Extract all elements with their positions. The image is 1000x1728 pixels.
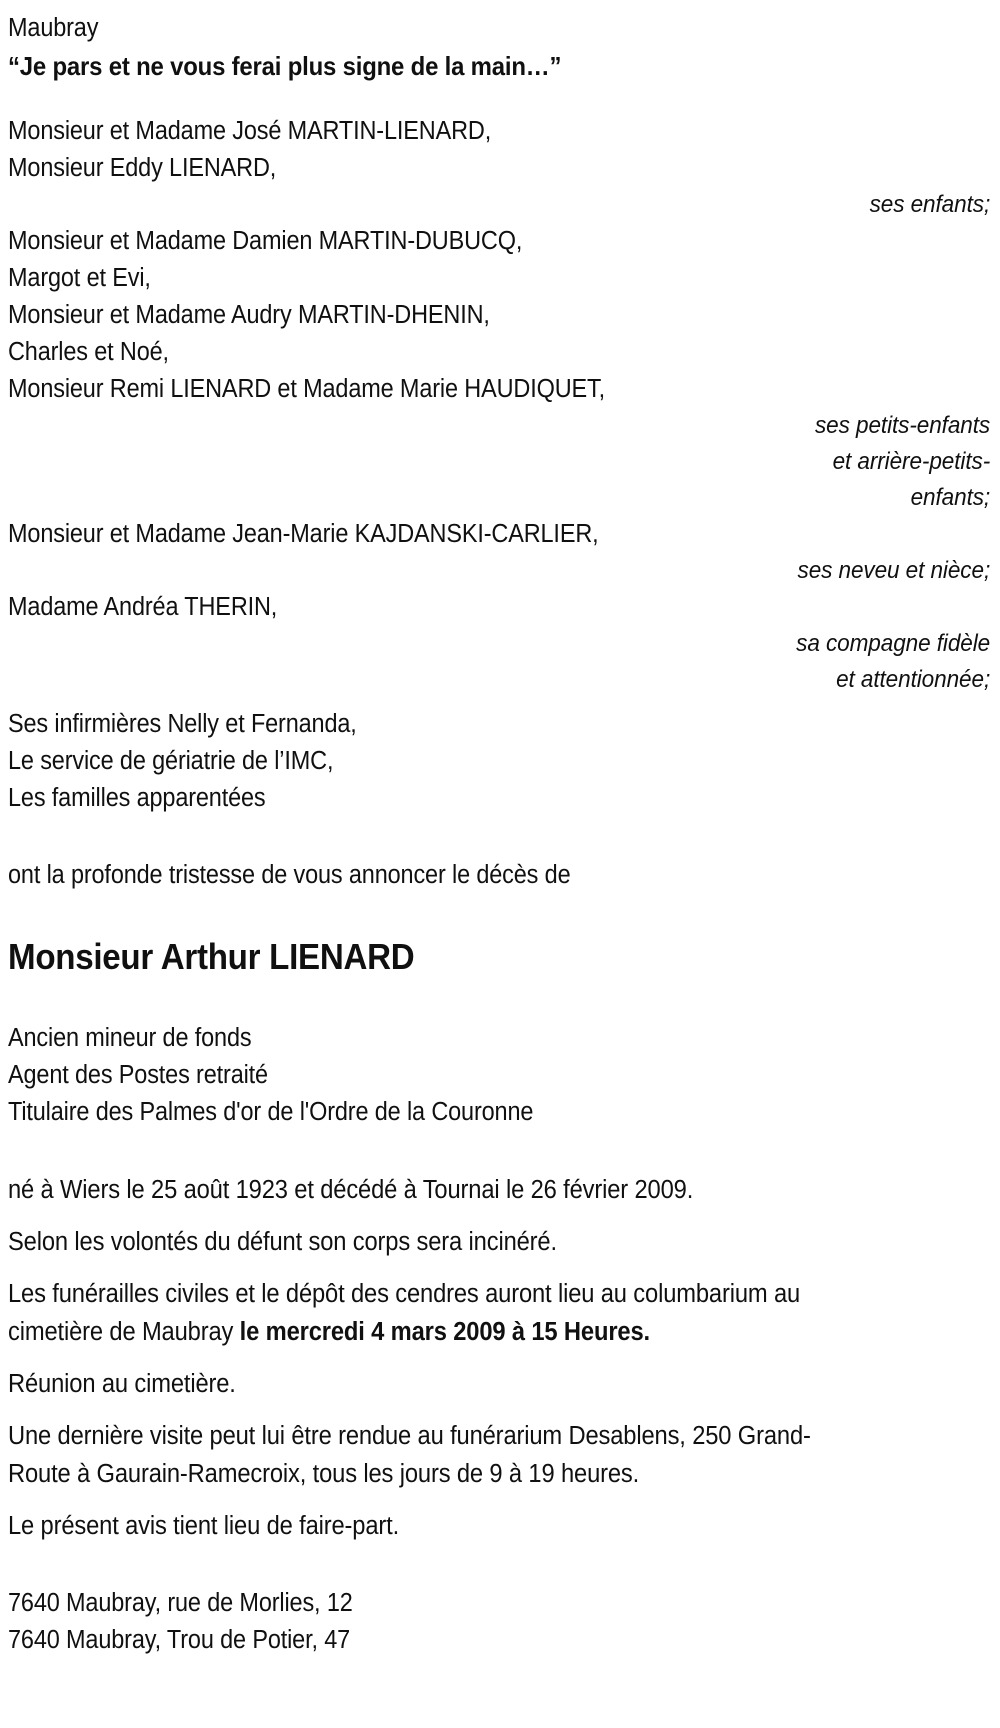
family-name-line: Madame Andréa THERIN,: [8, 593, 278, 621]
spacer: [8, 1351, 992, 1365]
family-name-line: Monsieur et Madame Audry MARTIN-DHENIN,: [8, 301, 490, 329]
other-mourner-line: Les familles apparentées: [8, 784, 266, 812]
title-line: Ancien mineur de fonds: [8, 1024, 252, 1052]
nephew-niece-block: [8, 516, 992, 589]
spacer: [8, 980, 992, 1020]
family-name-line: Monsieur et Madame Damien MARTIN-DUBUCQ,: [8, 227, 523, 255]
addresses-block: [8, 1585, 992, 1659]
address-line: 7640 Maubray, rue de Morlies, 12: [8, 1589, 353, 1617]
companion-block: [8, 589, 992, 698]
family-name-line: Monsieur et Madame José MARTIN-LIENARD,: [8, 117, 492, 145]
cremation-note: Selon les volontés du défunt son corps sera incinéré.: [8, 1228, 557, 1256]
spacer: [8, 1493, 992, 1507]
funeral-text-before: Les funérailles civiles et le dépôt des cendres auront lieu au columbarium au cimetière de Maubray: [8, 1280, 801, 1346]
spacer: [8, 1545, 992, 1585]
meeting-note: Réunion au cimetière.: [8, 1370, 236, 1398]
relation-note-children: ses enfants;: [869, 191, 991, 218]
relation-note-companion-line-1: sa compagne fidèle: [796, 630, 991, 657]
family-name-line: Monsieur Eddy LIENARD,: [8, 154, 277, 182]
relation-note-grandchildren-line-2: et arrière-petits-: [832, 448, 991, 475]
grandchildren-block: [8, 223, 992, 516]
spacer: [8, 85, 992, 113]
family-name-line: Monsieur et Madame Jean-Marie KAJDANSKI-CARLIER,: [8, 520, 599, 548]
relation-note-grandchildren-line-1: ses petits-enfants: [814, 412, 991, 439]
family-name-line: Charles et Noé,: [8, 338, 169, 366]
children-block: [8, 113, 992, 223]
relation-note-companion-line-2: et attentionnée;: [836, 666, 991, 693]
spacer: [8, 1403, 992, 1417]
relation-note-grandchildren-line-3: enfants;: [910, 484, 991, 511]
spacer: [8, 1261, 992, 1275]
family-name-line: Monsieur Remi LIENARD et Madame Marie HAUDIQUET,: [8, 375, 605, 403]
spacer: [8, 894, 992, 934]
birth-death-line: né à Wiers le 25 août 1923 et décédé à Tournai le 26 février 2009.: [8, 1176, 694, 1204]
deceased-name: Monsieur Arthur LIENARD: [8, 936, 415, 977]
family-name-line: Margot et Evi,: [8, 264, 151, 292]
locality-header: Maubray: [8, 14, 99, 42]
titles-block: [8, 1020, 992, 1131]
spacer: [8, 698, 992, 706]
relation-note-nephew-niece: ses neveu et nièce;: [797, 557, 991, 584]
announcement-lead: ont la profonde tristesse de vous annoncer le décès de: [8, 861, 571, 889]
spacer: [8, 817, 992, 857]
address-line: 7640 Maubray, Trou de Potier, 47: [8, 1626, 351, 1654]
other-mourner-line: Ses infirmières Nelly et Fernanda,: [8, 710, 357, 738]
funeral-date-bold: le mercredi 4 mars 2009 à 15 Heures.: [239, 1318, 650, 1346]
spacer: [8, 1131, 992, 1171]
epitaph-quote: “Je pars et ne vous ferai plus signe de la main…”: [8, 51, 562, 81]
visit-paragraph: Une dernière visite peut lui être rendue au funérarium Desablens, 250 Grand-Route à Gaurain-Ramecroix, tous les jours de 9 à 19 heures.: [8, 1422, 811, 1488]
others-block: [8, 706, 992, 817]
spacer: [8, 1209, 992, 1223]
title-line: Agent des Postes retraité: [8, 1061, 268, 1089]
funeral-paragraph: [8, 1275, 836, 1351]
title-line: Titulaire des Palmes d'or de l'Ordre de la Couronne: [8, 1098, 534, 1126]
faire-part-note: Le présent avis tient lieu de faire-part.: [8, 1512, 400, 1540]
other-mourner-line: Le service de gériatrie de l’IMC,: [8, 747, 334, 775]
